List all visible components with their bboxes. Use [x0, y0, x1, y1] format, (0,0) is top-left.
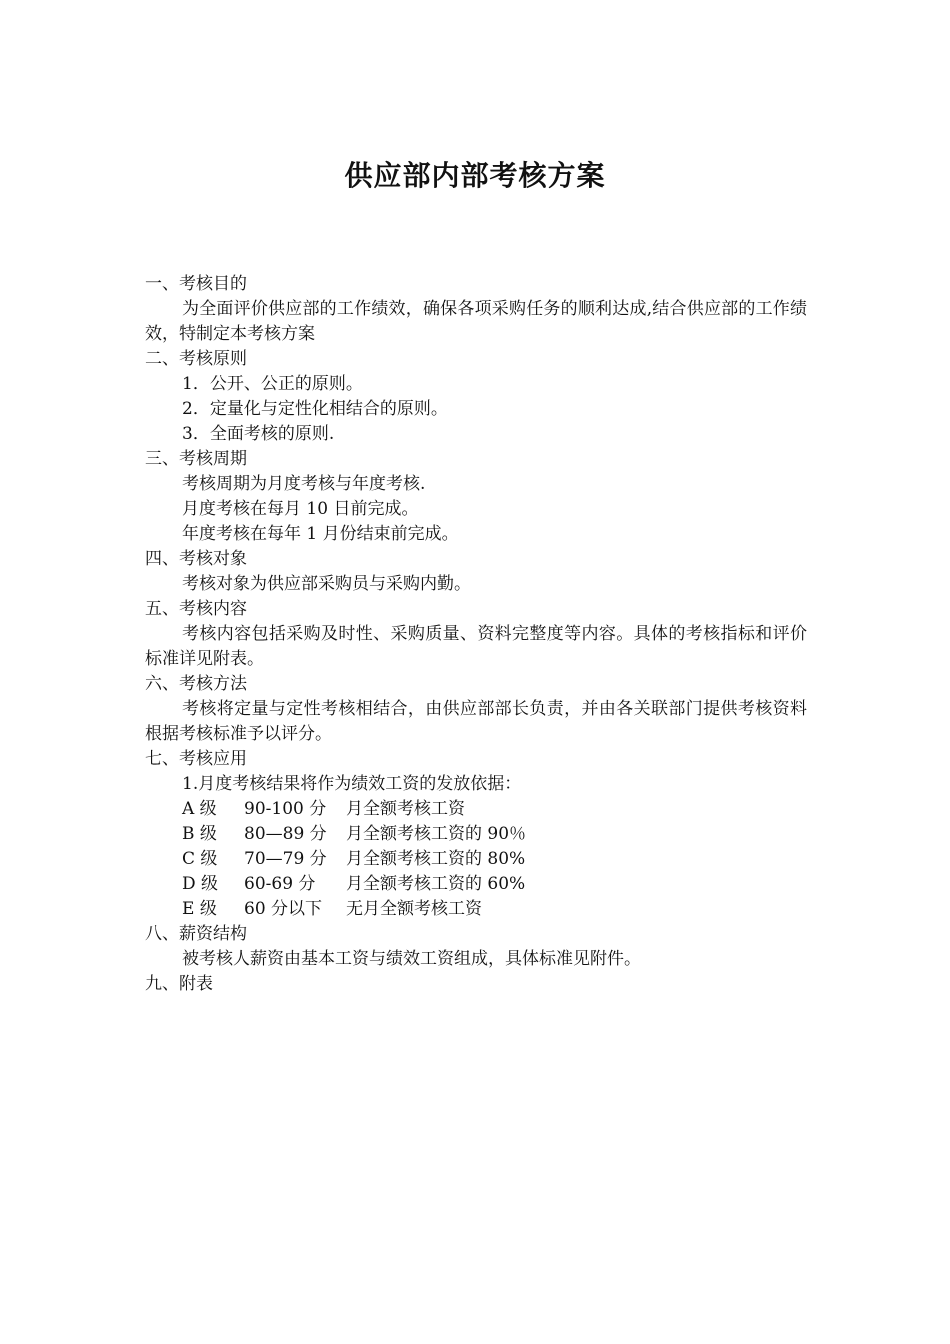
section-paragraph: 考核将定量与定性考核相结合，由供应部部长负责，并由各关联部门提供考核资料根据考核标准予以评分。 — [145, 699, 807, 744]
document-body — [145, 272, 807, 997]
section-paragraph: 考核内容包括采购及时性、采购质量、资料完整度等内容。具体的考核指标和评价标准详见附表。 — [145, 624, 807, 669]
document-title: 供应部内部考核方案 — [344, 159, 606, 192]
list-item: 考核周期为月度考核与年度考核. — [182, 474, 426, 494]
grade-score: 90-100 分 — [244, 799, 327, 819]
list-item: 考核对象为供应部采购员与采购内勤。 — [182, 574, 471, 594]
grade-level: D 级 — [182, 874, 219, 894]
section-heading: 三、考核周期 — [145, 449, 247, 469]
grade-level: B 级 — [182, 824, 217, 844]
section-heading: 七、考核应用 — [145, 749, 247, 769]
section-heading: 四、考核对象 — [145, 549, 247, 569]
grade-desc: 月全额考核工资的 90％ — [346, 824, 527, 844]
section-heading: 八、薪资结构 — [145, 924, 247, 944]
grade-desc: 月全额考核工资 — [346, 799, 465, 819]
grade-score: 60-69 分 — [244, 874, 316, 894]
list-item: 年度考核在每年 1 月份结束前完成。 — [182, 524, 459, 544]
grade-level: E 级 — [182, 899, 217, 919]
grade-desc: 月全额考核工资的 80% — [346, 849, 526, 869]
grade-desc: 月全额考核工资的 60% — [346, 874, 526, 894]
list-item: 月度考核在每月 10 日前完成。 — [182, 499, 419, 519]
grade-level: A 级 — [182, 799, 217, 819]
list-item: 1．公开、公正的原则。 — [182, 374, 363, 394]
section-heading: 二、考核原则 — [145, 349, 247, 369]
grade-row — [145, 822, 807, 847]
grade-score: 80—89 分 — [244, 824, 327, 844]
grade-row — [145, 847, 807, 872]
grade-row — [145, 872, 807, 897]
list-item: 3．全面考核的原则. — [182, 424, 335, 444]
grade-score: 60 分以下 — [244, 899, 323, 919]
section-heading: 九、附表 — [145, 974, 213, 994]
grade-intro: 1.月度考核结果将作为绩效工资的发放依据： — [182, 774, 522, 794]
list-item: 被考核人薪资由基本工资与绩效工资组成，具体标准见附件。 — [182, 949, 641, 969]
section-heading: 五、考核内容 — [145, 599, 247, 619]
section-heading: 六、考核方法 — [145, 674, 247, 694]
grade-score: 70—79 分 — [244, 849, 327, 869]
grade-row — [145, 897, 807, 922]
list-item: 2．定量化与定性化相结合的原则。 — [182, 399, 448, 419]
grade-level: C 级 — [182, 849, 218, 869]
section-paragraph: 为全面评价供应部的工作绩效，确保各项采购任务的顺利达成,结合供应部的工作绩效，特制定本考核方案 — [145, 299, 807, 344]
grade-desc: 无月全额考核工资 — [346, 899, 482, 919]
grade-row — [145, 797, 807, 822]
section-heading: 一、考核目的 — [145, 274, 247, 294]
